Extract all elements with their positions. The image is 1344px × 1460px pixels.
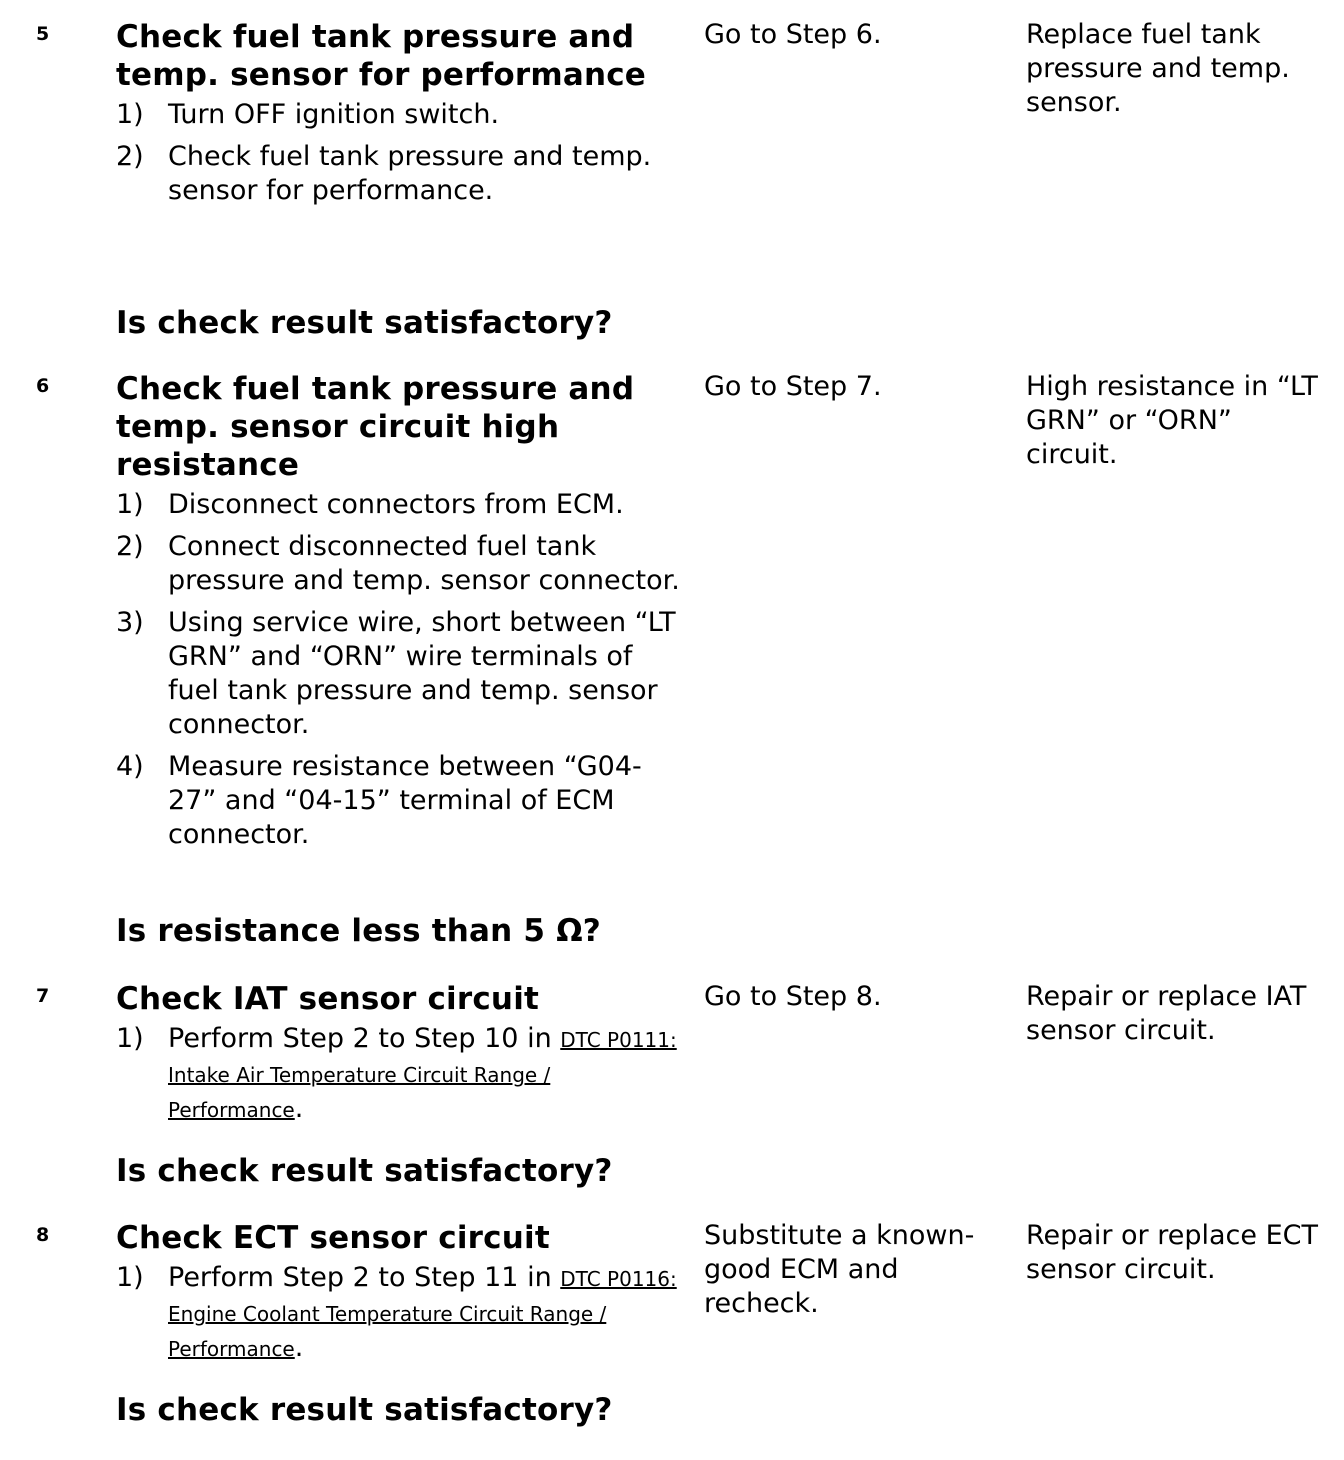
step-action [116,370,686,860]
step-action [116,1219,686,1374]
dtc-p0111-link[interactable]: DTC P0111: Intake Air Temperature Circuit Range / Performance [168,1028,677,1122]
substep-list [116,1022,686,1127]
step-yes-result: Go to Step 7. [704,371,882,402]
substep-text [168,1022,686,1127]
substep-text-after: . [294,1093,304,1124]
step-yes-result: Go to Step 8. [704,981,882,1012]
substep-text: Disconnect connectors from ECM. [168,489,624,520]
step-yes-result: Substitute a known-good ECM and recheck. [704,1220,975,1319]
step-yes-result: Go to Step 6. [704,19,882,50]
step-number: 7 [36,985,50,1007]
step-title: Check fuel tank pressure and temp. sensor circuit high resistance [116,371,635,483]
substep [116,750,686,852]
substep-text-before: Perform Step 2 to Step 11 in [168,1262,561,1293]
substep-list [116,488,686,852]
substep-list [116,1261,686,1366]
substep [116,488,686,522]
substep [116,98,686,132]
step-no-result: Replace fuel tank pressure and temp. sensor. [1026,19,1290,118]
substep-number: 3) [116,607,144,638]
step-question: Is resistance less than 5 Ω? [116,913,601,949]
substep-number: 1) [116,99,144,130]
step-title: Check IAT sensor circuit [116,981,540,1017]
substep [116,530,686,598]
substep-text: Turn OFF ignition switch. [168,99,500,130]
substep-number: 4) [116,751,144,782]
substep-number: 2) [116,531,144,562]
step-number: 6 [36,375,50,397]
substep-number: 1) [116,1262,144,1293]
substep [116,140,686,208]
substep-text-before: Perform Step 2 to Step 10 in [168,1023,561,1054]
step-action [116,980,686,1135]
step-question: Is check result satisfactory? [116,1392,613,1428]
substep-list [116,98,686,208]
substep [116,1022,686,1127]
substep-text: Measure resistance between “G04-27” and “04-15” terminal of ECM connector. [168,751,642,850]
substep-text-after: . [294,1332,304,1363]
substep-text: Using service wire, short between “LT GRN” and “ORN” wire terminals of fuel tank pressure and temp. sensor connector. [168,607,676,740]
step-title: Check fuel tank pressure and temp. sensor for performance [116,19,647,93]
substep-number: 1) [116,1023,144,1054]
step-question: Is check result satisfactory? [116,1153,613,1189]
step-no-result: High resistance in “LT GRN” or “ORN” circuit. [1026,371,1318,470]
substep-number: 1) [116,489,144,520]
dtc-p0116-link[interactable]: DTC P0116: Engine Coolant Temperature Circuit Range / Performance [168,1267,677,1361]
step-no-result: Repair or replace ECT sensor circuit. [1026,1220,1318,1285]
step-question: Is check result satisfactory? [116,305,613,341]
substep-text: Connect disconnected fuel tank pressure and temp. sensor connector. [168,531,680,596]
step-number: 8 [36,1224,50,1246]
step-no-result: Repair or replace IAT sensor circuit. [1026,981,1307,1046]
substep-number: 2) [116,141,144,172]
step-action [116,18,686,216]
substep-text [168,1261,686,1366]
step-title: Check ECT sensor circuit [116,1220,550,1256]
substep [116,606,686,742]
substep [116,1261,686,1366]
substep-text: Check fuel tank pressure and temp. sensor for performance. [168,141,652,206]
step-number: 5 [36,23,50,45]
